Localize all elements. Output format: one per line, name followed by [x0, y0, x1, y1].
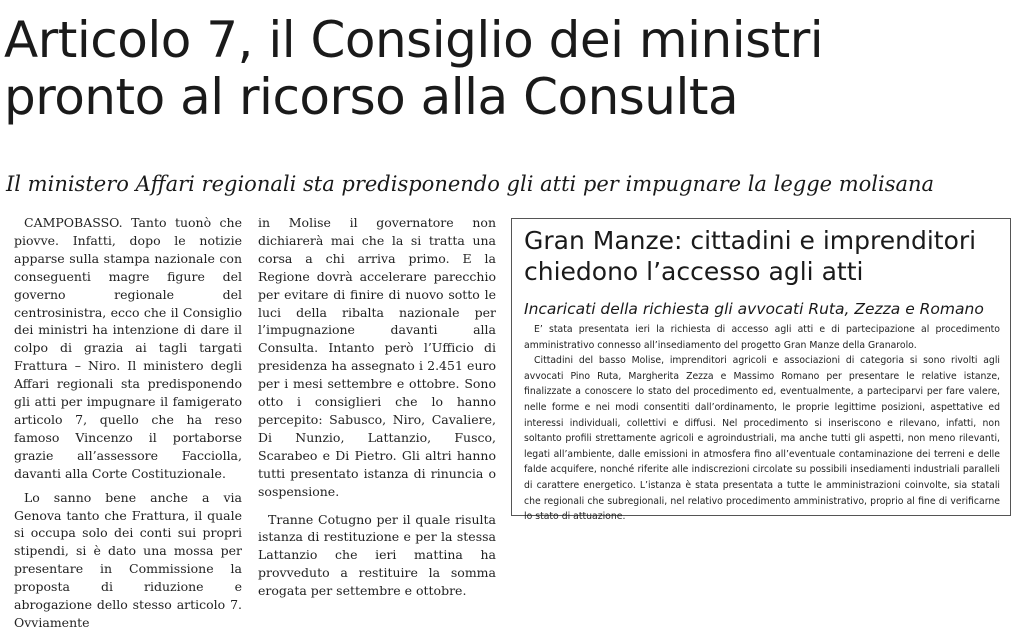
sidebar-title-line-1: Gran Manze: cittadini e imprenditori — [524, 226, 977, 255]
article-column-1 — [14, 214, 242, 632]
headline — [4, 12, 1020, 126]
article-paragraph: Tranne Cotugno per il quale risulta istanza di restituzione e per la stessa Lattanzio che ieri mattina ha provveduto a restituire la somma erogata per settembre e ottobre. — [258, 511, 496, 599]
subheadline: Il ministero Affari regionali sta predisponendo gli atti per impugnare la legge molisana — [6, 172, 935, 196]
sidebar-box — [511, 218, 1011, 523]
headline-line-2: pronto al ricorso alla Consulta — [4, 68, 739, 126]
headline-line-1: Articolo 7, il Consiglio dei ministri — [4, 11, 824, 69]
article-paragraph: CAMPOBASSO. Tanto tuonò che piovve. Infatti, dopo le notizie apparse sulla stampa nazionale con conseguenti magre figure del governo regionale del centrosinistra, ecco che il Consiglio dei ministri ha intenzione di dare il colpo di grazia ai tagli targati Frattura – Niro. Il ministero degli Affari regionali sta predisponendo gli atti per impugnare il famigerato articolo 7, quello che ha reso famoso Vincenzo il portaborse grazie all’assessore Facciolla, davanti alla Corte Costituzionale. — [14, 215, 242, 481]
sidebar-paragraph: E’ stata presentata ieri la richiesta di accesso agli atti e di partecipazione al procedimento amministrativo connesso all’insediamento del progetto Gran Manze della Granarolo. — [524, 324, 1000, 351]
article-paragraph: in Molise il governatore non dichiarerà mai che la si tratta una corsa a chi arriva primo. E la Regione dovrà accelerare parecchio per evitare di finire di nuovo sotto le luci della ribalta nazionale per l’impugnazione davanti alla Consulta. Intanto però l’Ufficio di presidenza ha assegnato i 2.451 euro per i mesi settembre e ottobre. Sono otto i consiglieri che lo hanno percepito: Sabusco, Niro, Cavaliere, Di Nunzio, Lattanzio, Fusco, Scarabeo e Di Pietro. Gli altri hanno tutti presentato istanza di rinuncia o sospensione. — [258, 215, 496, 499]
sidebar-subtitle: Incaricati della richiesta gli avvocati Ruta, Zezza e Romano — [524, 300, 984, 318]
article-paragraph: Lo sanno bene anche a via Genova tanto che Frattura, il quale si occupa solo dei conti sui propri stipendi, si è dato una mossa per presentare in Commissione la proposta di riduzione e abrogazione dello stesso articolo 7. Ovviamente — [14, 489, 242, 630]
sidebar-title — [524, 225, 1004, 287]
sidebar-title-line-2: chiedono l’accesso agli atti — [524, 257, 864, 286]
article-column-2 — [258, 214, 496, 600]
sidebar-paragraph: Cittadini del basso Molise, imprenditori agricoli e associazioni di categoria si sono rivolti agli avvocati Pino Ruta, Margherita Zezza e Massimo Romano per presentare le relative istanze, finalizzate a conoscere lo stato del procedimento ed, eventualmente, a parteciparvi per fare valere, nelle forme e nei modi consentiti dall’ordinamento, le proprie legittime posizioni, aspettative ed interessi individuali, collettivi e diffusi. Nel procedimento si inseriscono e rilevano, infatti, non soltanto profili strettamente agricoli e agroindustriali, ma anche tutti gli aspetti, non meno rilevanti, legati all’ambiente, dalle emissioni in atmosfera fino all’eventuale contaminazione dei terreni e delle falde acquifere, nonché riferite alle indiscrezioni circolate su possibili insediamenti industriali paralleli di carattere energetico. L’istanza è stata presentata a tutte le amministrazioni coinvolte, sia statali che regionali che subregionali, nel relativo procedimento amministrativo, proprio al fine di verificarne lo stato di attuazione. — [524, 355, 1000, 523]
sidebar-body — [524, 322, 1000, 525]
